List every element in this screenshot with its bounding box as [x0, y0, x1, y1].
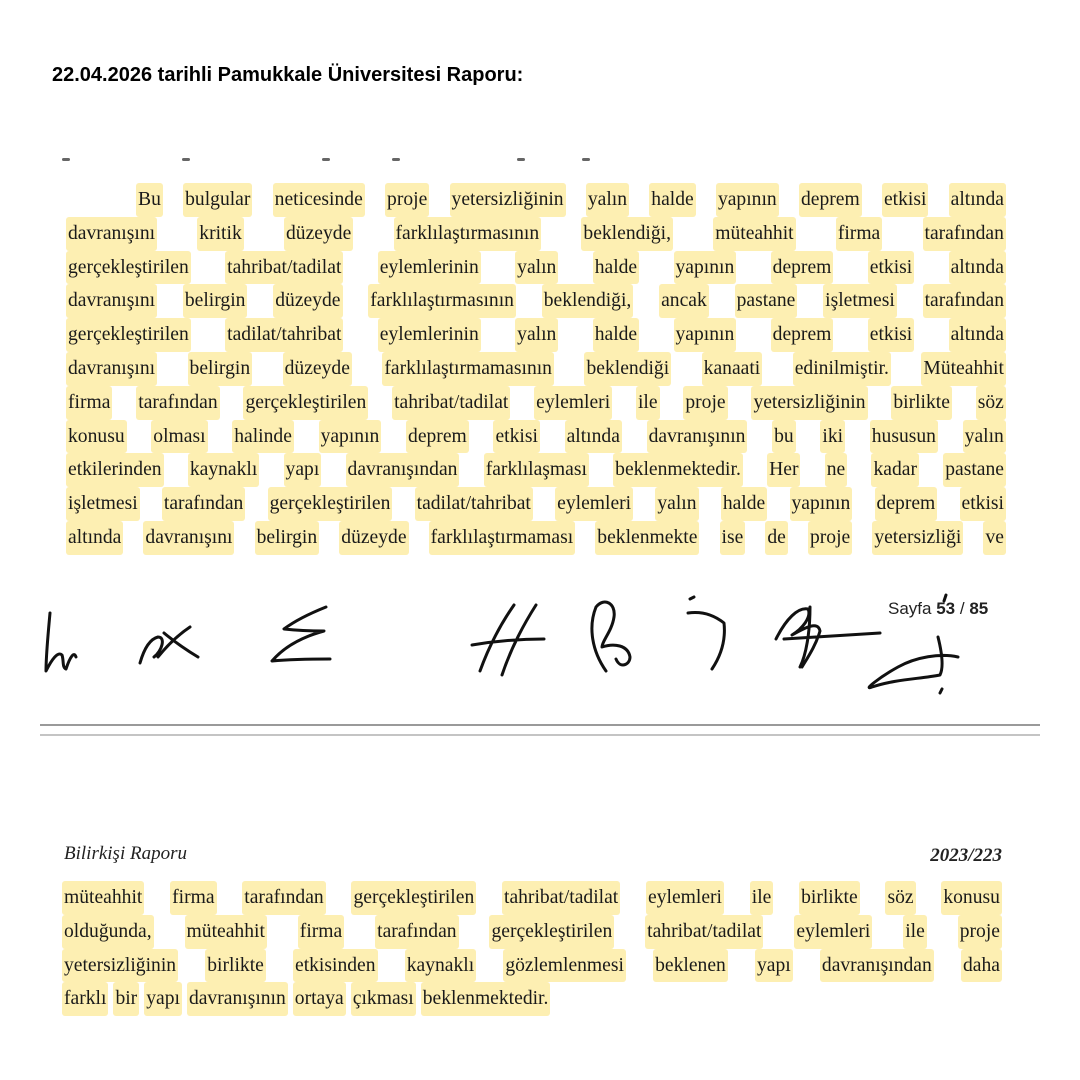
- highlighted-word: proje: [808, 521, 852, 555]
- highlighted-word: eylemleri: [534, 386, 612, 420]
- highlighted-word: yalın: [515, 318, 558, 352]
- highlighted-word: birlikte: [891, 386, 952, 420]
- text-line: [66, 183, 1006, 217]
- signature-row: [40, 585, 1020, 705]
- highlighted-word: tarafından: [162, 487, 245, 521]
- highlighted-word: pastane: [735, 284, 798, 318]
- highlighted-word: farklılaştırmaması: [429, 521, 576, 555]
- highlighted-word: bir: [113, 982, 139, 1016]
- page-current: 53: [936, 599, 956, 618]
- highlighted-word: yapının: [319, 420, 382, 454]
- highlighted-word: gerçekleştirilen: [66, 251, 191, 285]
- report-excerpt-page-2: [62, 881, 1002, 1016]
- highlighted-word: beklenmektedir.: [421, 982, 551, 1016]
- highlighted-word: gerçekleştirilen: [268, 487, 393, 521]
- highlighted-word: Bu: [136, 183, 163, 217]
- highlighted-word: farklılaştırmamasının: [382, 352, 554, 386]
- highlighted-word: altında: [949, 318, 1006, 352]
- highlighted-word: yapının: [790, 487, 853, 521]
- highlighted-word: beklenen: [653, 949, 728, 983]
- highlighted-word: kadar: [871, 453, 919, 487]
- case-number: 2023/223: [930, 845, 1002, 866]
- highlighted-word: ortaya: [293, 982, 346, 1016]
- text-line: [66, 521, 1006, 555]
- highlighted-word: tarafından: [375, 915, 458, 949]
- highlighted-word: davranışından: [346, 453, 460, 487]
- highlighted-word: ile: [636, 386, 660, 420]
- highlighted-word: çıkması: [351, 982, 416, 1016]
- highlighted-word: firma: [836, 217, 882, 251]
- highlighted-word: altında: [949, 251, 1006, 285]
- highlighted-word: yalın: [515, 251, 558, 285]
- highlighted-word: olması: [151, 420, 207, 454]
- highlighted-word: konusu: [66, 420, 127, 454]
- running-title: Bilirkişi Raporu: [64, 843, 187, 864]
- highlighted-word: neticesinde: [273, 183, 365, 217]
- highlighted-word: kaynaklı: [405, 949, 476, 983]
- previous-line-fragment: [62, 156, 622, 166]
- highlighted-word: beklenmekte: [595, 521, 699, 555]
- text-line: [66, 318, 1006, 352]
- highlighted-word: gerçekleştirilen: [66, 318, 191, 352]
- highlighted-word: müteahhit: [62, 881, 144, 915]
- highlighted-word: tarafından: [136, 386, 219, 420]
- highlighted-word: hususun: [870, 420, 938, 454]
- page-separator: /: [959, 599, 965, 618]
- highlighted-word: tarafından: [923, 284, 1006, 318]
- highlighted-word: belirgin: [255, 521, 320, 555]
- highlighted-word: yapının: [674, 318, 737, 352]
- highlighted-word: etkisi: [960, 487, 1006, 521]
- highlighted-word: yapı: [144, 982, 182, 1016]
- highlighted-word: etkisi: [493, 420, 539, 454]
- text-line: [62, 881, 1002, 915]
- highlighted-word: ile: [903, 915, 927, 949]
- highlighted-word: tadilat/tahribat: [415, 487, 533, 521]
- highlighted-word: eylemlerinin: [378, 318, 481, 352]
- highlighted-word: düzeyde: [283, 352, 352, 386]
- highlighted-word: bulgular: [183, 183, 252, 217]
- highlighted-word: deprem: [799, 183, 862, 217]
- highlighted-word: farklılaştırmasının: [368, 284, 516, 318]
- highlighted-word: söz: [885, 881, 915, 915]
- highlighted-word: belirgin: [183, 284, 248, 318]
- highlighted-word: altında: [565, 420, 622, 454]
- highlighted-word: proje: [385, 183, 429, 217]
- page-separator-line: [40, 724, 1040, 738]
- highlighted-word: halde: [593, 251, 639, 285]
- highlighted-word: iki: [820, 420, 845, 454]
- page-label: Sayfa: [888, 599, 932, 618]
- text-line: [66, 352, 1006, 386]
- highlighted-word: ve: [983, 521, 1006, 555]
- highlighted-word: işletmesi: [823, 284, 897, 318]
- highlighted-word: etkisinden: [293, 949, 378, 983]
- highlighted-word: farklı: [62, 982, 108, 1016]
- highlighted-word: düzeyde: [339, 521, 408, 555]
- highlighted-word: gerçekleştirilen: [243, 386, 368, 420]
- signature-4: [472, 605, 544, 675]
- highlighted-word: etkisi: [868, 251, 914, 285]
- highlighted-word: kaynaklı: [188, 453, 259, 487]
- highlighted-word: tarafından: [242, 881, 325, 915]
- highlighted-word: yetersizliğinin: [751, 386, 867, 420]
- highlighted-word: kanaati: [702, 352, 763, 386]
- highlighted-word: firma: [66, 386, 112, 420]
- highlighted-word: halinde: [232, 420, 294, 454]
- highlighted-word: farklılaşması: [484, 453, 589, 487]
- highlighted-word: tadilat/tahribat: [225, 318, 343, 352]
- highlighted-word: halde: [721, 487, 767, 521]
- highlighted-word: deprem: [771, 251, 834, 285]
- highlighted-word: ne: [825, 453, 848, 487]
- highlighted-word: tarafından: [923, 217, 1006, 251]
- highlighted-word: işletmesi: [66, 487, 140, 521]
- highlighted-word: tahribat/tadilat: [225, 251, 343, 285]
- text-line: [66, 217, 1006, 251]
- signature-1: [46, 613, 76, 671]
- text-line: [66, 453, 1006, 487]
- highlighted-word: tahribat/tadilat: [392, 386, 510, 420]
- highlighted-word: tahribat/tadilat: [645, 915, 763, 949]
- highlighted-word: yalın: [655, 487, 698, 521]
- highlighted-word: beklendiği: [584, 352, 671, 386]
- highlighted-word: Müteahhit: [921, 352, 1006, 386]
- signature-5: [592, 602, 630, 671]
- highlighted-word: tahribat/tadilat: [502, 881, 620, 915]
- highlighted-word: yapı: [755, 949, 793, 983]
- highlighted-word: davranışının: [187, 982, 288, 1016]
- text-line: [66, 420, 1006, 454]
- report-excerpt-page-1: [66, 183, 1006, 555]
- highlighted-word: davranışını: [66, 284, 157, 318]
- page-total: 85: [969, 599, 989, 618]
- signature-2: [140, 627, 198, 663]
- signature-6: [688, 597, 724, 669]
- highlighted-word: altında: [949, 183, 1006, 217]
- highlighted-word: proje: [958, 915, 1002, 949]
- highlighted-word: davranışının: [647, 420, 748, 454]
- highlighted-word: farklılaştırmasının: [394, 217, 542, 251]
- text-line: [62, 949, 1002, 983]
- highlighted-word: Her: [767, 453, 800, 487]
- highlighted-word: davranışını: [66, 217, 157, 251]
- highlighted-word: birlikte: [799, 881, 860, 915]
- highlighted-word: müteahhit: [713, 217, 795, 251]
- highlighted-word: daha: [961, 949, 1002, 983]
- highlighted-word: eylemleri: [794, 915, 872, 949]
- highlighted-word: ise: [720, 521, 746, 555]
- highlighted-word: firma: [170, 881, 216, 915]
- text-line: [62, 982, 1002, 1016]
- highlighted-word: yetersizliği: [872, 521, 963, 555]
- highlighted-word: beklenmektedir.: [613, 453, 743, 487]
- highlighted-word: düzeyde: [284, 217, 353, 251]
- report-heading: 22.04.2026 tarihli Pamukkale Üniversitesi Raporu:: [52, 64, 524, 86]
- highlighted-word: gözlemlenmesi: [503, 949, 626, 983]
- highlighted-word: beklendiği,: [542, 284, 634, 318]
- text-line: [66, 251, 1006, 285]
- highlighted-word: etkisi: [868, 318, 914, 352]
- highlighted-word: konusu: [941, 881, 1002, 915]
- highlighted-word: yalın: [586, 183, 629, 217]
- highlighted-word: ancak: [659, 284, 709, 318]
- highlighted-word: etkilerinden: [66, 453, 164, 487]
- highlighted-word: firma: [298, 915, 344, 949]
- highlighted-word: bu: [772, 420, 796, 454]
- highlighted-word: müteahhit: [185, 915, 267, 949]
- highlighted-word: olduğunda,: [62, 915, 154, 949]
- highlighted-word: yapının: [716, 183, 779, 217]
- page-number: [888, 599, 988, 619]
- signature-7: [776, 607, 880, 667]
- highlighted-word: ile: [750, 881, 774, 915]
- text-line: [66, 284, 1006, 318]
- highlighted-word: yapı: [284, 453, 322, 487]
- highlighted-word: davranışını: [143, 521, 234, 555]
- highlighted-word: yetersizliğinin: [62, 949, 178, 983]
- highlighted-word: belirgin: [188, 352, 253, 386]
- highlighted-word: gerçekleştirilen: [351, 881, 476, 915]
- highlighted-word: deprem: [875, 487, 938, 521]
- text-line: [66, 487, 1006, 521]
- highlighted-word: birlikte: [205, 949, 266, 983]
- highlighted-word: yalın: [963, 420, 1006, 454]
- highlighted-word: deprem: [406, 420, 469, 454]
- highlighted-word: proje: [683, 386, 727, 420]
- highlighted-word: halde: [649, 183, 695, 217]
- highlighted-word: etkisi: [882, 183, 928, 217]
- text-line: [66, 386, 1006, 420]
- highlighted-word: eylemleri: [555, 487, 633, 521]
- highlighted-word: düzeyde: [273, 284, 342, 318]
- highlighted-word: altında: [66, 521, 123, 555]
- highlighted-word: de: [765, 521, 788, 555]
- highlighted-word: gerçekleştirilen: [489, 915, 614, 949]
- highlighted-word: pastane: [943, 453, 1006, 487]
- highlighted-word: kritik: [197, 217, 243, 251]
- highlighted-word: söz: [976, 386, 1006, 420]
- highlighted-word: edinilmiştir.: [793, 352, 891, 386]
- highlighted-word: deprem: [771, 318, 834, 352]
- highlighted-word: eylemlerinin: [378, 251, 481, 285]
- highlighted-word: halde: [593, 318, 639, 352]
- highlighted-word: yapının: [674, 251, 737, 285]
- highlighted-word: davranışını: [66, 352, 157, 386]
- highlighted-word: yetersizliğinin: [450, 183, 566, 217]
- highlighted-word: beklendiği,: [581, 217, 673, 251]
- highlighted-word: eylemleri: [646, 881, 724, 915]
- text-line: [62, 915, 1002, 949]
- highlighted-word: davranışından: [820, 949, 934, 983]
- signature-3: [272, 607, 330, 661]
